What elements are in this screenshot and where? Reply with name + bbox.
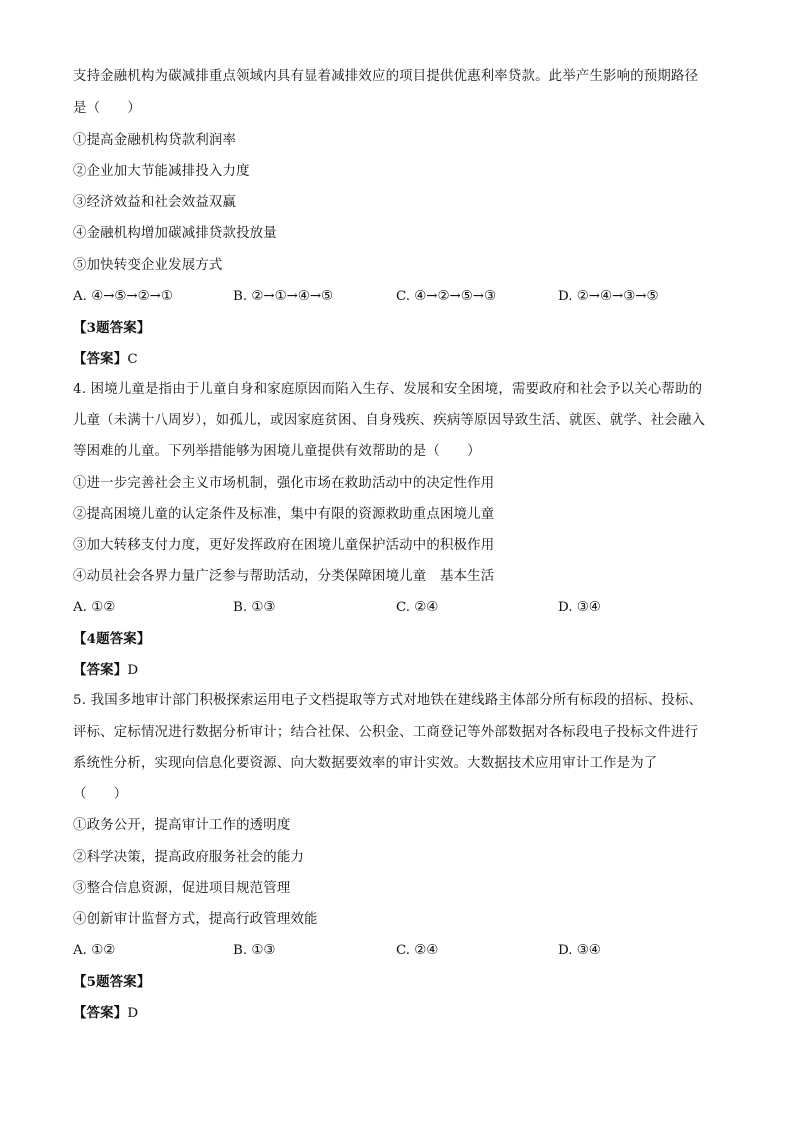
q4-answer-heading: 【4题答案】 — [73, 631, 151, 647]
q4-item-4: ④动员社会各界力量广泛参与帮助活动，分类保障困境儿童 基本生活 — [73, 569, 495, 584]
q5-item-2: ②科学决策，提高政府服务社会的能力 — [73, 850, 305, 865]
option-letter: B. — [233, 600, 248, 615]
answer-label: 【答案】 — [73, 1005, 128, 1021]
q4-stem-line-2: 儿童（未满十八周岁），如孤儿，或因家庭贫困、自身残疾、疾病等原因导致生活、就医、就学、社会融入 — [73, 413, 706, 428]
q3-item-3: ③经济效益和社会效益双赢 — [73, 195, 237, 210]
option-letter: A. — [73, 943, 87, 958]
option-text: ①③ — [251, 600, 276, 615]
option-text: ④→⑤→②→① — [91, 289, 173, 304]
q4-answer — [73, 661, 138, 680]
answer-value: D — [127, 663, 139, 678]
q5-stem-line-2: 评标、定标情况进行数据分析审计；结合社保、公积金、工商登记等外部数据对各标段电子投标文件进行 — [73, 725, 699, 740]
q3-option-d — [558, 288, 658, 306]
q4-item-3: ③加大转移支付力度，更好发挥政府在困境儿童保护活动中的积极作用 — [73, 538, 495, 553]
option-letter: B. — [233, 943, 248, 958]
option-letter: C. — [396, 289, 411, 304]
q4-stem-line-1: 4. 困境儿童是指由于儿童自身和家庭原因而陷入生存、发展和安全困境，需要政府和社会予以关心帮助的 — [73, 382, 703, 397]
q3-item-5: ⑤加快转变企业发展方式 — [73, 258, 223, 273]
q4-item-1: ①进一步完善社会主义市场机制，强化市场在救助活动中的决定性作用 — [73, 476, 495, 491]
q3-answer-heading: 【3题答案】 — [73, 320, 151, 336]
option-text: ③④ — [576, 600, 601, 615]
option-text: ②④ — [414, 600, 439, 615]
q5-stem-line-4: （ ） — [73, 787, 128, 802]
q5-option-b — [233, 942, 275, 960]
q3-item-4: ④金融机构增加碳减排贷款投放量 — [73, 226, 277, 241]
q3-item-1: ①提高金融机构贷款利润率 — [73, 133, 237, 148]
q5-item-1: ①政务公开，提高审计工作的透明度 — [73, 818, 291, 833]
option-text: ③④ — [576, 943, 601, 958]
option-text: ④→②→⑤→③ — [414, 289, 496, 304]
q5-option-a — [73, 942, 115, 960]
option-letter: C. — [396, 600, 411, 615]
q3-answer — [73, 350, 138, 369]
q4-item-2: ②提高困境儿童的认定条件及标准，集中有限的资源救助重点困境儿童 — [73, 507, 495, 522]
option-text: ①③ — [251, 943, 276, 958]
option-letter: A. — [73, 289, 87, 304]
option-letter: C. — [396, 943, 411, 958]
q3-option-a — [73, 288, 173, 306]
q3-item-2: ②企业加大节能减排投入力度 — [73, 164, 250, 179]
q4-option-b — [233, 599, 275, 617]
q4-stem-line-3: 等困难的儿童。下列举措能够为困境儿童提供有效帮助的是（ ） — [73, 444, 481, 459]
q5-stem-line-1: 5. 我国多地审计部门积极探索运用电子文档提取等方式对地铁在建线路主体部分所有标段的招标、投标、 — [73, 693, 703, 708]
q3-option-c — [396, 288, 496, 306]
option-text: ①② — [91, 943, 116, 958]
q3-option-b — [233, 288, 333, 306]
q5-option-c — [396, 942, 438, 960]
option-letter: D. — [558, 600, 573, 615]
q4-option-c — [396, 599, 438, 617]
option-text: ①② — [91, 600, 116, 615]
q5-stem-line-3: 系统性分析，实现向信息化要资源、向大数据要效率的审计实效。大数据技术应用审计工作是为了 — [73, 756, 658, 771]
option-letter: D. — [558, 289, 573, 304]
answer-label: 【答案】 — [73, 662, 128, 678]
q4-option-a — [73, 599, 115, 617]
option-letter: B. — [233, 289, 248, 304]
q5-answer-heading: 【5题答案】 — [73, 974, 151, 990]
answer-value: C — [127, 352, 138, 367]
answer-value: D — [127, 1006, 139, 1021]
q5-option-d — [558, 942, 601, 960]
q5-answer — [73, 1004, 138, 1023]
q3-stem-line-1: 支持金融机构为碳减排重点领域内具有显着减排效应的项目提供优惠利率贷款。此举产生影响的预期路径 — [73, 69, 699, 84]
option-text: ②→④→③→⑤ — [576, 289, 659, 304]
q5-item-4: ④创新审计监督方式，提高行政管理效能 — [73, 912, 318, 927]
option-letter: A. — [73, 600, 87, 615]
option-letter: D. — [558, 943, 573, 958]
answer-label: 【答案】 — [73, 351, 128, 367]
option-text: ②→①→④→⑤ — [251, 289, 334, 304]
option-text: ②④ — [414, 943, 439, 958]
q4-option-d — [558, 599, 601, 617]
q5-item-3: ③整合信息资源，促进项目规范管理 — [73, 881, 291, 896]
q3-stem-line-2: 是（ ） — [73, 101, 141, 116]
